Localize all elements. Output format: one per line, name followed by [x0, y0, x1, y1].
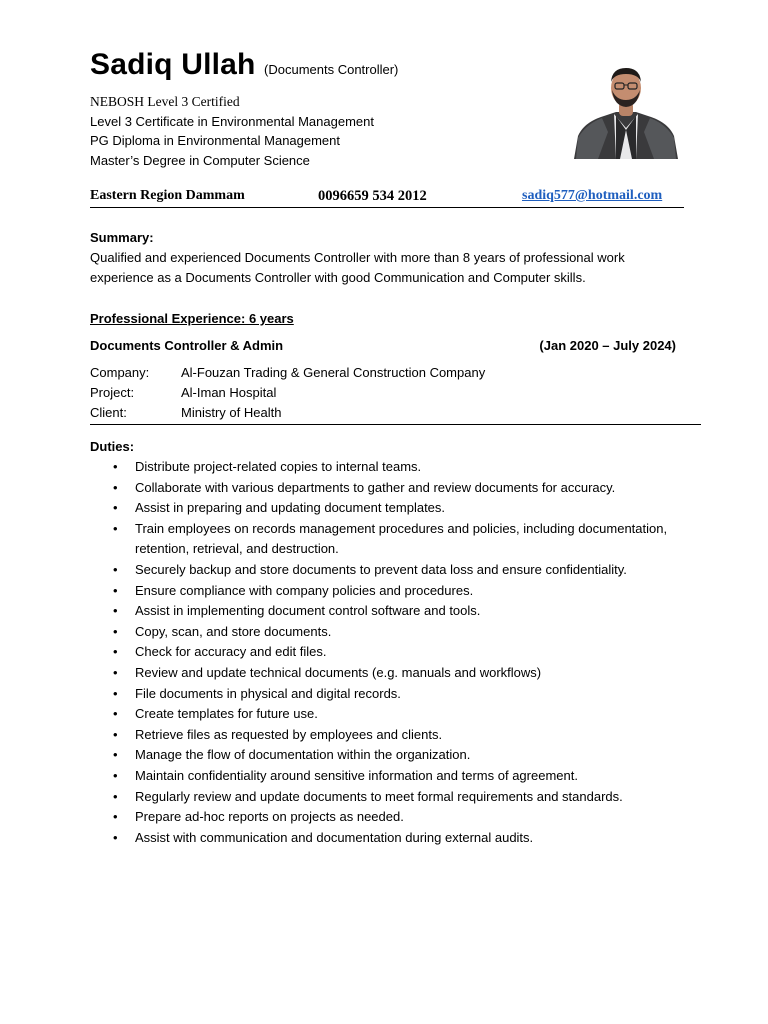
list-item — [90, 725, 670, 746]
job-details — [90, 363, 701, 425]
list-item — [90, 663, 670, 684]
duty-text: Review and update technical documents (e.g. manuals and workflows) — [135, 664, 542, 680]
detail-value: Al-Fouzan Trading & General Construction Company — [181, 365, 486, 380]
duty-text: Collaborate with various departments to gather and review documents for accuracy. — [135, 479, 616, 495]
duty-text: Assist in preparing and updating document templates. — [135, 500, 446, 516]
duty-text: Maintain confidentiality around sensitive information and terms of agreement. — [135, 767, 578, 783]
list-item — [90, 601, 670, 622]
duty-text: Assist in implementing document control software and tools. — [135, 603, 481, 619]
bullet-icon: • — [113, 664, 118, 680]
bullet-icon: • — [113, 520, 118, 536]
duty-text: File documents in physical and digital records. — [135, 685, 401, 701]
bullet-icon: • — [113, 459, 118, 474]
list-item — [90, 581, 670, 602]
contact-line — [90, 187, 684, 208]
bullet-icon: • — [113, 829, 118, 845]
qualification-item: Level 3 Certificate in Environmental Management — [90, 113, 374, 129]
duties-heading: Duties: — [90, 439, 135, 454]
bullet-icon: • — [113, 603, 118, 619]
list-item — [90, 787, 670, 808]
detail-label: Company: — [90, 365, 150, 380]
name-header — [90, 48, 398, 82]
duty-text: Copy, scan, and store documents. — [135, 623, 332, 639]
list-item — [90, 828, 670, 849]
list-item — [90, 519, 670, 560]
detail-row-company — [90, 363, 701, 383]
bullet-icon: • — [113, 809, 118, 825]
detail-row-client — [90, 403, 701, 423]
duties-list — [90, 457, 670, 848]
duty-text: Retrieve files as requested by employees and clients. — [135, 726, 443, 742]
bullet-icon: • — [113, 582, 118, 598]
job-dates: (Jan 2020 – July 2024) — [539, 338, 676, 353]
list-item — [90, 807, 670, 828]
list-item — [90, 498, 670, 519]
list-item — [90, 684, 670, 705]
bullet-icon: • — [113, 706, 118, 722]
list-item — [90, 457, 670, 478]
detail-label: Client: — [90, 405, 127, 420]
candidate-name: Sadiq Ullah — [90, 48, 256, 81]
bullet-icon: • — [113, 726, 118, 742]
list-item — [90, 560, 670, 581]
experience-heading: Professional Experience: 6 years — [90, 311, 294, 326]
list-item — [90, 478, 670, 499]
list-item — [90, 622, 670, 643]
bullet-icon: • — [113, 623, 118, 639]
detail-label: Project: — [90, 385, 135, 400]
duty-text: Distribute project-related copies to internal teams. — [135, 459, 422, 474]
duty-text: Train employees on records management procedures and policies, including documentation, retention, retrieval, and destruction. — [135, 520, 668, 557]
list-item — [90, 766, 670, 787]
profile-photo — [572, 58, 680, 159]
qualification-item: NEBOSH Level 3 Certified — [90, 94, 240, 109]
detail-row-project — [90, 383, 701, 403]
candidate-role: (Documents Controller) — [264, 62, 399, 77]
duty-text: Check for accuracy and edit files. — [135, 644, 327, 660]
bullet-icon: • — [113, 747, 118, 763]
job-title: Documents Controller & Admin — [90, 338, 284, 353]
duty-text: Create templates for future use. — [135, 706, 318, 722]
duty-text: Manage the flow of documentation within the organization. — [135, 747, 471, 763]
bullet-icon: • — [113, 644, 118, 660]
contact-email-link[interactable]: sadiq577@hotmail.com — [522, 188, 663, 203]
list-item — [90, 704, 670, 725]
duty-text: Securely backup and store documents to prevent data loss and ensure confidentiality. — [135, 561, 627, 577]
bullet-icon: • — [113, 479, 118, 495]
bullet-icon: • — [113, 685, 118, 701]
bullet-icon: • — [113, 767, 118, 783]
duty-text: Prepare ad-hoc reports on projects as needed. — [135, 809, 404, 825]
summary-text: Qualified and experienced Documents Controller with more than 8 years of professional work experience as a Documents Controller with good Communication and Computer skills. — [90, 250, 625, 285]
duty-text: Assist with communication and documentation during external audits. — [135, 829, 534, 845]
duty-text: Ensure compliance with company policies and procedures. — [135, 582, 474, 598]
bullet-icon: • — [113, 500, 118, 516]
qualification-item: PG Diploma in Environmental Management — [90, 133, 341, 149]
qualification-item: Master’s Degree in Computer Science — [90, 152, 310, 168]
detail-value: Ministry of Health — [181, 405, 282, 420]
list-item — [90, 642, 670, 663]
qualifications-list — [90, 92, 374, 170]
contact-location: Eastern Region Dammam — [90, 188, 245, 203]
duty-text: Regularly review and update documents to meet formal requirements and standards. — [135, 788, 623, 804]
bullet-icon: • — [113, 561, 118, 577]
summary-heading: Summary: — [90, 230, 154, 245]
job-header — [90, 338, 676, 353]
bullet-icon: • — [113, 788, 118, 804]
list-item — [90, 745, 670, 766]
detail-value: Al-Iman Hospital — [181, 385, 277, 400]
contact-phone: 0096659 534 2012 — [318, 188, 427, 204]
